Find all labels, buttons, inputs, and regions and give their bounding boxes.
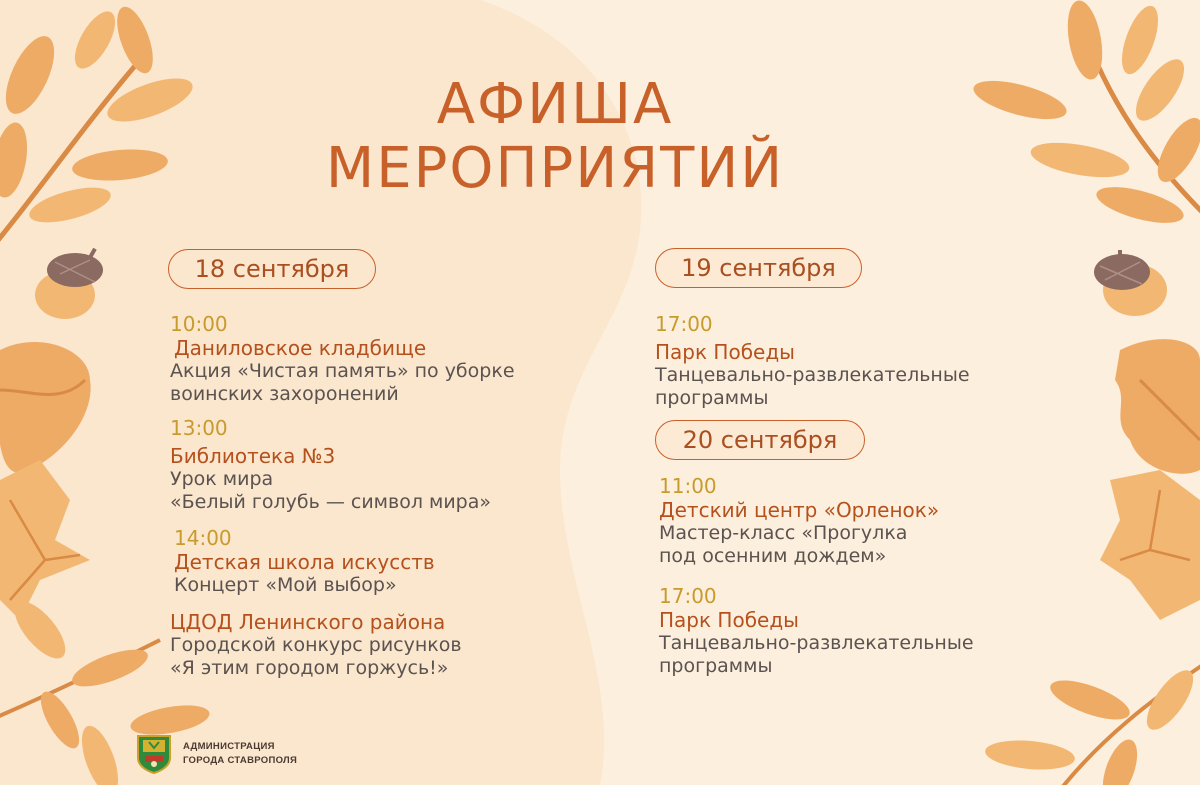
event-place: Парк Победы <box>659 608 799 632</box>
event-description: Городской конкурс рисунков «Я этим городом горжусь!» <box>170 634 462 679</box>
event-time: 10:00 <box>170 312 228 336</box>
page-title-line2: МЕРОПРИЯТИЙ <box>325 136 785 201</box>
event-description: Танцевально-развлекательные программы <box>655 364 970 409</box>
event-place: Детский центр «Орленок» <box>659 498 940 522</box>
event-time: 17:00 <box>659 584 717 608</box>
coat-of-arms-icon <box>135 734 173 774</box>
event-time: 17:00 <box>655 312 713 336</box>
event-place: Даниловское кладбище <box>174 336 427 360</box>
event-place: Библиотека №3 <box>170 444 336 468</box>
event-item <box>659 474 939 568</box>
page-title-line1: АФИША <box>436 72 674 137</box>
event-time: 11:00 <box>659 474 717 498</box>
event-item <box>659 584 974 678</box>
event-place: Детская школа искусств <box>174 550 435 574</box>
event-description: Урок мира «Белый голубь — символ мира» <box>170 468 492 513</box>
event-item <box>170 416 491 514</box>
event-time: 14:00 <box>174 526 232 550</box>
org-name-line2: ГОРОДА СТАВРОПОЛЯ <box>183 755 298 766</box>
event-place: ЦДОД Ленинского района <box>170 610 446 634</box>
event-item <box>655 312 970 410</box>
administration-logo <box>135 734 297 774</box>
event-place: Парк Победы <box>655 340 795 364</box>
event-description: Акция «Чистая память» по уборке воинских захоронений <box>170 360 515 405</box>
event-description: Танцевально-развлекательные программы <box>659 632 974 677</box>
event-description: Мастер-класс «Прогулка под осенним дождем» <box>659 522 908 567</box>
org-name-line1: АДМИНИСТРАЦИЯ <box>183 741 275 752</box>
date-badge-19-sep: 19 сентября <box>655 248 862 288</box>
event-description: Концерт «Мой выбор» <box>174 574 397 596</box>
event-item <box>170 312 515 406</box>
date-badge-18-sep: 18 сентября <box>168 249 376 289</box>
date-badge-20-sep: 20 сентября <box>655 420 865 460</box>
event-item <box>170 610 462 680</box>
administration-name <box>183 740 297 768</box>
event-item <box>174 526 435 597</box>
event-time: 13:00 <box>170 416 228 440</box>
